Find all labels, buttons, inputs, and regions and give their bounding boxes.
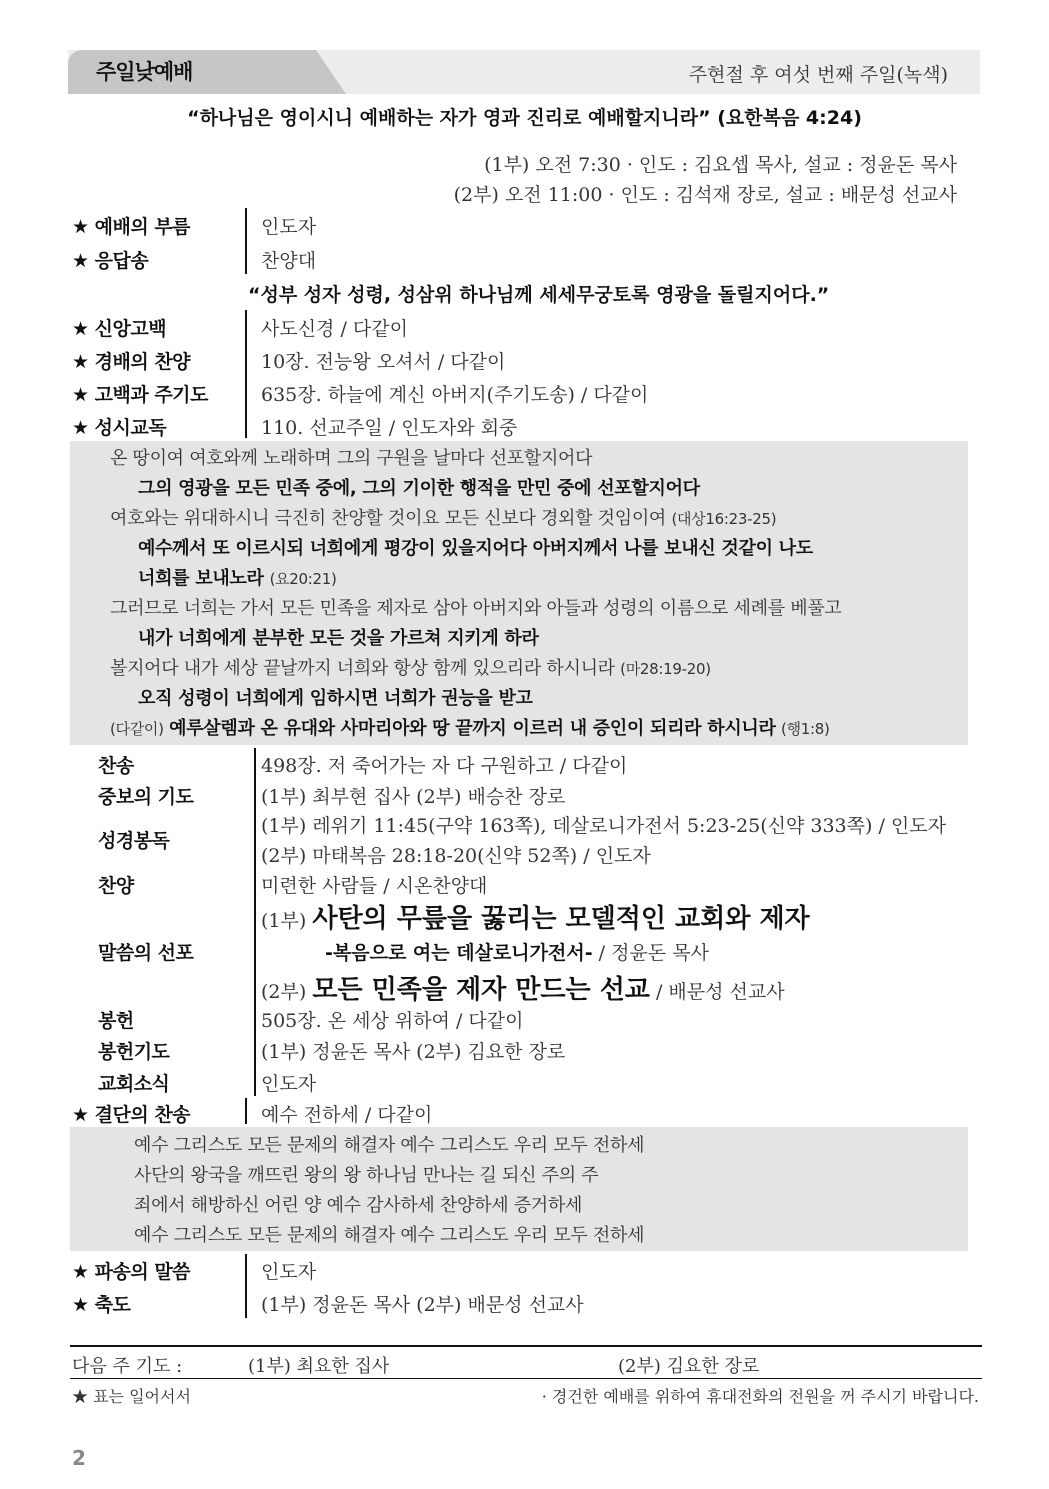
sermon-part-1: (1부) 사탄의 무릎을 꿇리는 모델적인 교회와 제자: [261, 904, 810, 934]
reading-line-7: 내가 너희에게 분부한 모든 것을 가르쳐 지키게 하라: [138, 628, 539, 649]
order-label-creed: ★ 신앙고백: [72, 318, 167, 340]
reading-line-10: (다같이) 예루살렘과 온 유대와 사마리아와 땅 끝까지 이르러 내 증인이 되리라 하시니라 (행1:8): [110, 718, 830, 739]
sermon-title-2: 모든 민족을 제자 만드는 선교: [312, 975, 650, 1005]
order-label-reading: ★ 성시교독: [72, 417, 167, 439]
sermon-part-2: (2부) 모든 민족을 제자 만드는 선교 / 배문성 선교사: [261, 975, 785, 1005]
order-value-scripture-1: (1부) 레위기 11:45(구약 163쪽), 데살로니가전서 5:23-25(신약 333쪽) / 인도자: [261, 815, 946, 837]
order-value-intercession: (1부) 최부현 집사 (2부) 배승찬 장로: [261, 786, 566, 808]
footer-rule-top: [70, 1345, 982, 1347]
order-value-offering-prayer: (1부) 정윤돈 목사 (2부) 김요한 장로: [261, 1041, 566, 1063]
reading-line-8: 볼지어다 내가 세상 끝날까지 너희와 항상 함께 있으리라 하시니라 (마28:19-20): [110, 658, 711, 679]
sermon-title-1: 사탄의 무릎을 꿇리는 모델적인 교회와 제자: [312, 904, 810, 934]
order-value-news: 인도자: [261, 1073, 317, 1095]
order-value-scripture-2: (2부) 마태복음 28:18-20(신약 52쪽) / 인도자: [261, 845, 651, 867]
order-label-anthem: 찬양: [98, 875, 134, 897]
stand-note: ★ 표는 일어서서: [72, 1387, 191, 1406]
song-lyrics-box: [70, 1127, 968, 1251]
theme-verse: “하나님은 영이시니 예배하는 자가 영과 진리로 예배할지니라” (요한복음 4:24): [187, 107, 862, 129]
liturgical-sunday: 주현절 후 여섯 번째 주일(녹색): [688, 64, 948, 86]
responsive-reading-box: [70, 441, 968, 745]
reading-ref-8: (마28:19-20): [620, 660, 711, 678]
order-value-sending: 인도자: [261, 1261, 317, 1283]
order-value-praise: 10장. 전능왕 오셔서 / 다같이: [261, 351, 506, 373]
lyric-line-2: 사단의 왕국을 깨뜨린 왕의 왕 하나님 만나는 길 되신 주의 주: [134, 1165, 599, 1186]
page-header: [68, 50, 980, 94]
reading-ref-3: (대상16:23-25): [671, 510, 777, 528]
order-value-creed: 사도신경 / 다같이: [261, 318, 408, 340]
service-2-info: (2부) 오전 11:00 · 인도 : 김석재 장로, 설교 : 배문성 선교사: [453, 184, 957, 206]
lyric-line-1: 예수 그리스도 모든 문제의 해결자 예수 그리스도 우리 모두 전하세: [134, 1135, 645, 1156]
divider-line: [245, 208, 247, 274]
sermon-subtitle-1: -복음으로 여는 데살로니가전서-: [325, 942, 593, 964]
order-label-confession: ★ 고백과 주기도: [72, 384, 208, 406]
order-label-decision: ★ 결단의 찬송: [72, 1104, 191, 1126]
sermon-preacher-2: / 배문성 선교사: [655, 981, 785, 1003]
next-prayer-label: 다음 주 기도 :: [72, 1356, 183, 1377]
reading-ref-5: (요20:21): [269, 570, 337, 588]
order-value-response: 찬양대: [261, 250, 317, 272]
order-label-sermon: 말씀의 선포: [98, 942, 194, 964]
reading-line-1: 온 땅이여 여호와께 노래하며 그의 구원을 날마다 선포할지어다: [110, 448, 593, 469]
reading-line-5: 너희를 보내노라 (요20:21): [138, 568, 337, 589]
order-value-hymn: 498장. 저 죽어가는 자 다 구원하고 / 다같이: [261, 755, 628, 777]
lyric-line-4: 예수 그리스도 모든 문제의 해결자 예수 그리스도 우리 모두 전하세: [134, 1225, 645, 1246]
next-prayer-2: (2부) 김요한 장로: [618, 1356, 760, 1377]
order-value-reading: 110. 선교주일 / 인도자와 회중: [261, 417, 518, 439]
reading-line-2: 그의 영광을 모든 민족 중에, 그의 기이한 행적을 만민 중에 선포할지어다: [138, 478, 700, 499]
order-value-benediction: (1부) 정윤돈 목사 (2부) 배문성 선교사: [261, 1294, 584, 1316]
reading-line-4: 예수께서 또 이르시되 너희에게 평강이 있을지어다 아버지께서 나를 보내신 것같이 나도: [138, 538, 813, 559]
divider-line: [245, 1254, 247, 1318]
doxology-text: “성부 성자 성령, 성삼위 하나님께 세세무궁토록 영광을 돌릴지어다.”: [248, 284, 830, 306]
order-label-intercession: 중보의 기도: [98, 786, 194, 808]
service-1-info: (1부) 오전 7:30 · 인도 : 김요셉 목사, 설교 : 정윤돈 목사: [484, 154, 957, 176]
reading-line-3: 여호와는 위대하시니 극진히 찬양할 것이요 모든 신보다 경외할 것임이여 (대상16:23-25): [110, 508, 777, 529]
order-label-sending: ★ 파송의 말씀: [72, 1261, 191, 1283]
divider-line: [245, 1098, 247, 1124]
phone-note: · 경건한 예배를 위하여 휴대전화의 전원을 꺼 주시기 바랍니다.: [541, 1387, 979, 1406]
order-label-benediction: ★ 축도: [72, 1294, 131, 1316]
reading-line-6: 그러므로 너희는 가서 모든 민족을 제자로 삼아 아버지와 아들과 성령의 이름으로 세례를 베풀고: [110, 598, 842, 619]
order-value-decision: 예수 전하세 / 다같이: [261, 1104, 433, 1126]
order-label-praise: ★ 경배의 찬양: [72, 351, 191, 373]
order-value-offering: 505장. 온 세상 위하여 / 다같이: [261, 1010, 524, 1032]
sermon-preacher-1: / 정윤돈 목사: [598, 942, 709, 964]
order-label-news: 교회소식: [98, 1073, 170, 1095]
order-label-response: ★ 응답송: [72, 250, 149, 272]
order-label-call: ★ 예배의 부름: [72, 216, 191, 238]
reading-ref-10: (행1:8): [781, 720, 830, 738]
order-value-anthem: 미련한 사람들 / 시온찬양대: [261, 875, 488, 897]
divider-line: [245, 310, 247, 438]
header-tab-title: 주일낮예배: [96, 60, 193, 84]
order-value-confession: 635장. 하늘에 계신 아버지(주기도송) / 다같이: [261, 384, 649, 406]
order-value-call: 인도자: [261, 216, 317, 238]
order-label-scripture: 성경봉독: [98, 830, 170, 852]
next-prayer-1: (1부) 최요한 집사: [248, 1356, 390, 1377]
order-label-offering: 봉헌: [98, 1010, 134, 1032]
footer-rule-bottom: [70, 1378, 982, 1379]
page-number: 2: [72, 1446, 86, 1470]
order-label-hymn: 찬송: [98, 755, 134, 777]
lyric-line-3: 죄에서 해방하신 어린 양 예수 감사하세 찬양하세 증거하세: [134, 1195, 583, 1216]
order-label-offering-prayer: 봉헌기도: [98, 1041, 170, 1063]
divider-line: [254, 748, 256, 1096]
sermon-part-1-sub: [325, 938, 709, 965]
reading-line-9: 오직 성령이 너희에게 임하시면 너희가 권능을 받고: [138, 688, 533, 709]
